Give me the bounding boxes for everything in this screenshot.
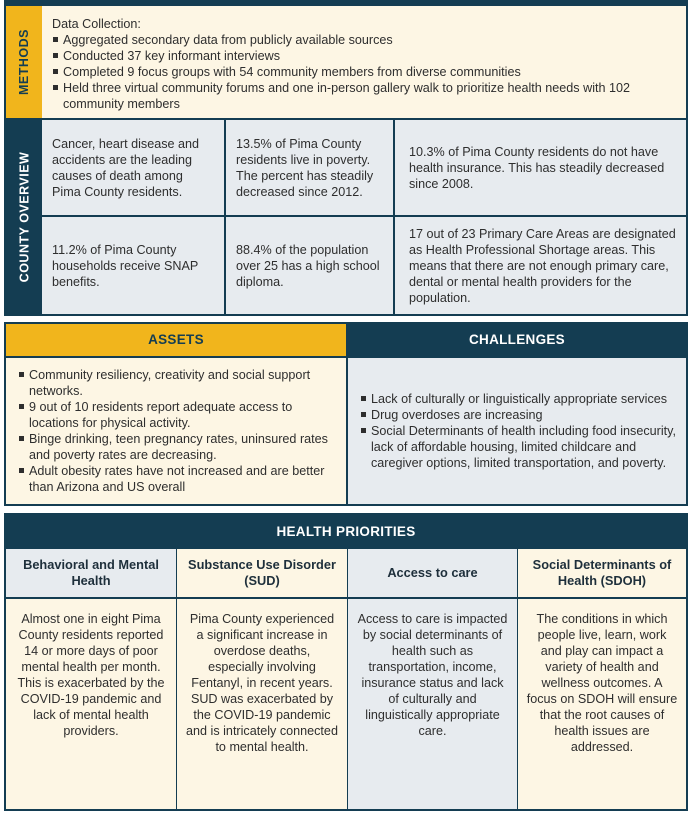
methods-title: Data Collection: [52, 17, 141, 31]
methods-item: Aggregated secondary data from publicly available sources [52, 32, 676, 48]
challenges-item: Lack of culturally or linguistically appropriate services [360, 391, 676, 407]
assets-item: Community resiliency, creativity and social support networks. [18, 367, 336, 399]
county-stat-text: 11.2% of Pima County households receive SNAP benefits. [52, 242, 199, 289]
county-stat-cell [42, 120, 224, 215]
challenges-heading: CHALLENGES [346, 322, 688, 358]
county-stat-cell [226, 120, 393, 215]
methods-label-text: METHODS [17, 29, 31, 95]
county-stat-text: 13.5% of Pima County residents live in poverty. The percent has steadily decreased since 2012. [236, 136, 374, 199]
methods-list [52, 32, 676, 112]
county-stat-text: Cancer, heart disease and accidents are the leading causes of death among Pima County residents. [52, 136, 200, 199]
county-stat-cell [395, 120, 686, 215]
methods-item: Completed 9 focus groups with 54 community members from diverse communities [52, 64, 676, 80]
priority-body-sud: Pima County experienced a significant increase in overdose deaths, especially involving Fentanyl, in recent years. SUD was exacerbated by the COVID-19 pandemic and is intricately connected to mental health. [177, 599, 347, 809]
assets-item: Binge drinking, teen pregnancy rates, uninsured rates and poverty rates are decreasing. [18, 431, 336, 463]
methods-item: Conducted 37 key informant interviews [52, 48, 676, 64]
assets-item: Adult obesity rates have not increased and are better than Arizona and US overall [18, 463, 336, 495]
column-divider [347, 549, 348, 809]
challenges-item: Drug overdoses are increasing [360, 407, 676, 423]
health-priorities-title: HEALTH PRIORITIES [6, 515, 686, 549]
health-priorities-panel [4, 513, 688, 811]
county-stat-text: 10.3% of Pima County residents do not have health insurance. This has steadily decreased since 2008. [409, 144, 665, 191]
assets-list [18, 367, 336, 495]
priority-body-sdoh: The conditions in which people live, learn, work and play can impact a variety of health and wellness outcomes. A focus on SDOH will ensure that the root causes of health issues are addressed. [518, 599, 686, 809]
challenges-item: Social Determinants of health including food insecurity, lack of affordable housing, limited childcare and caregiver options, limited transportation, and poverty. [360, 423, 676, 471]
priority-body-access: Access to care is impacted by social determinants of health such as transportation, income, insurance status and lack of culturally and linguistically appropriate care. [348, 599, 517, 809]
column-divider [517, 549, 518, 809]
assets-content [4, 358, 346, 506]
county-overview-label-text: COUNTY OVERVIEW [17, 151, 32, 283]
column-divider [176, 549, 177, 809]
methods-county-panel [4, 0, 688, 316]
challenges-list [360, 391, 676, 471]
methods-content [42, 6, 686, 118]
county-stat-text: 17 out of 23 Primary Care Areas are designated as Health Professional Shortage areas. This means that there are not enough primary care, dental or mental health providers for the population. [409, 226, 676, 305]
priority-heading-sud: Substance Use Disorder (SUD) [177, 549, 347, 599]
assets-item: 9 out of 10 residents report adequate access to locations for physical activity. [18, 399, 336, 431]
assets-challenges-panel [4, 322, 688, 506]
county-stat-text: 88.4% of the population over 25 has a high school diploma. [236, 242, 380, 289]
challenges-content [346, 358, 688, 506]
county-stat-cell [226, 217, 393, 314]
priority-heading-behavioral: Behavioral and Mental Health [6, 549, 176, 599]
county-stat-cell [395, 217, 686, 314]
methods-item: Held three virtual community forums and one in-person gallery walk to prioritize health needs with 102 community members [52, 80, 676, 112]
priority-heading-sdoh: Social Determinants of Health (SDOH) [518, 549, 686, 599]
priority-body-behavioral: Almost one in eight Pima County residents reported 14 or more days of poor mental health per month. This is exacerbated by the COVID-19 pandemic and lack of mental health providers. [6, 599, 176, 809]
county-overview-side-label [6, 120, 42, 314]
county-stat-cell [42, 217, 224, 314]
priority-heading-access: Access to care [348, 549, 517, 599]
assets-heading: ASSETS [4, 322, 346, 358]
methods-side-label [6, 6, 42, 118]
